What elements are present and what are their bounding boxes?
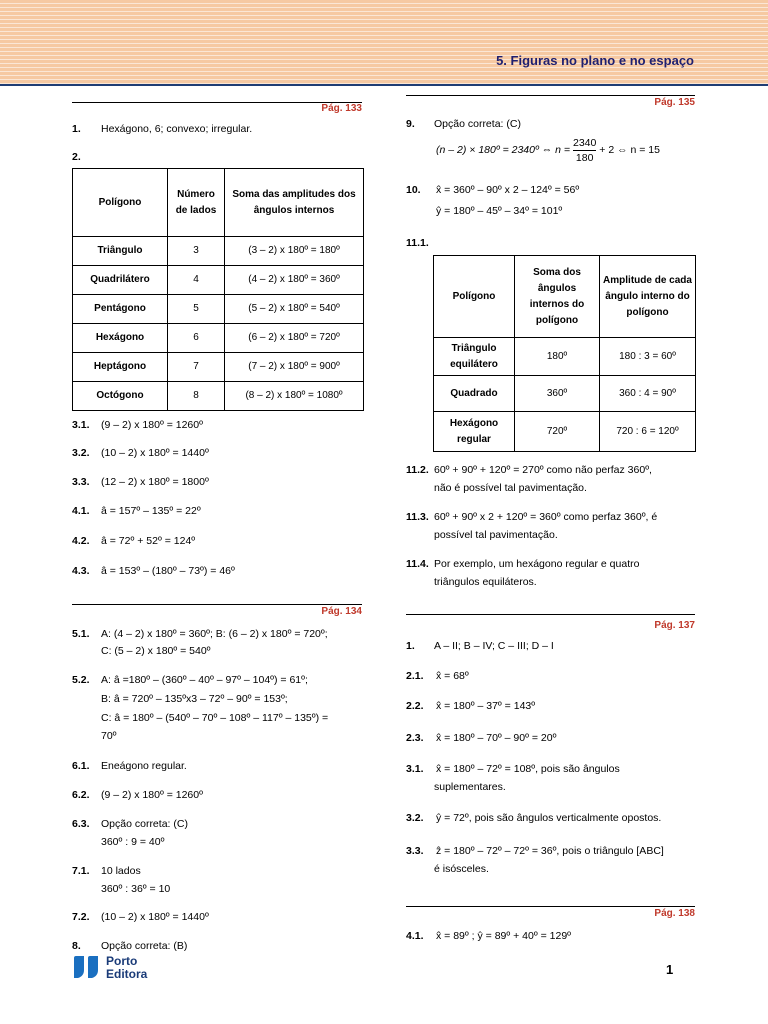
- table-cell: Triângulo equilátero: [434, 338, 515, 376]
- item-text: x̂ = 360º – 90º x 2 – 124º = 56º: [436, 184, 580, 196]
- item-text: x̂ = 180º – 72º = 108º, pois são ângulos: [436, 763, 620, 775]
- item-text: A: â =180º – (360º – 40º – 97º – 104º) = 61º;: [101, 674, 308, 686]
- table-header: Polígono: [73, 169, 168, 237]
- polygon-table: [72, 168, 364, 411]
- table-cell: Hexágono: [73, 324, 168, 353]
- table-cell: (8 – 2) x 180º = 1080º: [225, 382, 364, 411]
- item-text: (10 – 2) x 180º = 1440º: [101, 447, 209, 459]
- item-number: 4.2.: [72, 535, 90, 547]
- item-number: 1.: [406, 640, 415, 652]
- fraction-denominator: 180: [573, 150, 596, 165]
- item-text: Eneágono regular.: [101, 760, 187, 772]
- table-header: Polígono: [434, 256, 515, 338]
- item-number: 3.3.: [406, 845, 424, 857]
- table-cell: (6 – 2) x 180º = 720º: [225, 324, 364, 353]
- table-header: Soma dos ângulos internos do polígono: [515, 256, 600, 338]
- page-ref: Pág. 133: [321, 103, 362, 114]
- table-cell: Octógono: [73, 382, 168, 411]
- page-ref: Pág. 137: [654, 620, 695, 631]
- table-cell: (7 – 2) x 180º = 900º: [225, 353, 364, 382]
- page-ref: Pág. 134: [321, 606, 362, 617]
- item-number: 9.: [406, 118, 415, 130]
- table-header: Soma das amplitudes dos ângulos internos: [225, 169, 364, 237]
- item-text: 60º + 90º x 2 + 120º = 360º como perfaz 360º, é: [434, 511, 658, 523]
- table-cell: (3 – 2) x 180º = 180º: [225, 237, 364, 266]
- item-text: 360º : 9 = 40º: [101, 836, 165, 848]
- equation: [436, 135, 660, 165]
- section-rule: [406, 906, 695, 907]
- table-cell: 3: [168, 237, 225, 266]
- item-number: 7.2.: [72, 911, 90, 923]
- item-number: 5.2.: [72, 674, 90, 686]
- item-text: x̂ = 180º – 70º – 90º = 20º: [436, 732, 557, 744]
- table-header: Número de lados: [168, 169, 225, 237]
- table-header: Amplitude de cada ângulo interno do polígono: [600, 256, 696, 338]
- item-text: 60º + 90º + 120º = 270º como não perfaz 360º,: [434, 464, 652, 476]
- item-number: 6.2.: [72, 789, 90, 801]
- item-text: C: â = 180º – (540º – 70º – 108º – 117º – 135º) =: [101, 712, 329, 724]
- table-cell: 6: [168, 324, 225, 353]
- item-number: 10.: [406, 184, 421, 196]
- item-text: x̂ = 68º: [436, 670, 469, 682]
- equation-right: + 2 ⇔ n = 15: [599, 144, 660, 156]
- item-text: A – II; B – IV; C – III; D – I: [434, 640, 554, 652]
- equation-left: (n – 2) × 180º = 2340º ⇔ n =: [436, 144, 571, 156]
- table-cell: 180 : 3 = 60º: [600, 338, 696, 376]
- item-text: (9 – 2) x 180º = 1260º: [101, 419, 203, 431]
- table-cell: 360 : 4 = 90º: [600, 376, 696, 412]
- section-rule: [406, 95, 695, 96]
- item-number: 3.2.: [406, 812, 424, 824]
- table-cell: 4: [168, 266, 225, 295]
- item-text: x̂ = 89º ; ŷ = 89º + 40º = 129º: [436, 930, 572, 942]
- page-ref: Pág. 138: [654, 908, 695, 919]
- item-text: B: â = 720º – 135ºx3 – 72º – 90º = 153º;: [101, 693, 288, 705]
- item-text: 360º : 36º = 10: [101, 883, 171, 895]
- table-cell: 180º: [515, 338, 600, 376]
- table-cell: 360º: [515, 376, 600, 412]
- item-text: (10 – 2) x 180º = 1440º: [101, 911, 209, 923]
- page-number: 1: [666, 962, 674, 977]
- item-text: Opção correta: (C): [434, 118, 521, 130]
- table-cell: 8: [168, 382, 225, 411]
- logo-text-line1: Porto: [106, 954, 138, 968]
- item-text: suplementares.: [434, 781, 506, 793]
- item-number: 2.1.: [406, 670, 424, 682]
- item-text: (12 – 2) x 180º = 1800º: [101, 476, 209, 488]
- table-cell: (5 – 2) x 180º = 540º: [225, 295, 364, 324]
- table-cell: Hexágono regular: [434, 412, 515, 452]
- item-number: 2.3.: [406, 732, 424, 744]
- table-cell: 7: [168, 353, 225, 382]
- item-text: ẑ = 180º – 72º – 72º = 36º, pois o triângulo [ABC]: [436, 845, 664, 857]
- table-cell: Triângulo: [73, 237, 168, 266]
- table-cell: (4 – 2) x 180º = 360º: [225, 266, 364, 295]
- header-rule: [0, 84, 768, 86]
- item-text: triângulos equiláteros.: [434, 576, 537, 588]
- item-text: â = 153º – (180º – 73º) = 46º: [101, 565, 235, 577]
- item-number: 4.3.: [72, 565, 90, 577]
- item-number: 6.1.: [72, 760, 90, 772]
- item-text: Por exemplo, um hexágono regular e quatro: [434, 558, 640, 570]
- item-text: Hexágono, 6; convexo; irregular.: [101, 123, 253, 135]
- item-text: ŷ = 72º, pois são ângulos verticalmente opostos.: [436, 812, 662, 824]
- table-cell: Quadrado: [434, 376, 515, 412]
- item-text: A: (4 – 2) x 180º = 360º; B: (6 – 2) x 180º = 720º;: [101, 628, 328, 640]
- page-ref: Pág. 135: [654, 97, 695, 108]
- regular-polygon-table: [433, 255, 696, 452]
- item-number: 3.1.: [406, 763, 424, 775]
- item-text: â = 157º – 135º = 22º: [101, 505, 201, 517]
- item-text: ŷ = 180º – 45º – 34º = 101º: [436, 205, 563, 217]
- item-number: 1.: [72, 123, 81, 135]
- item-number: 11.4.: [406, 558, 429, 570]
- item-text: Opção correta: (B): [101, 940, 188, 952]
- item-text: (9 – 2) x 180º = 1260º: [101, 789, 203, 801]
- item-number: 6.3.: [72, 818, 90, 830]
- item-number: 2.: [72, 151, 81, 163]
- table-cell: Heptágono: [73, 353, 168, 382]
- fraction-numerator: 2340: [572, 136, 597, 149]
- section-rule: [406, 614, 695, 615]
- header-band: [0, 0, 768, 84]
- item-number: 11.1.: [406, 237, 429, 249]
- item-text: é isósceles.: [434, 863, 489, 875]
- chapter-title: 5. Figuras no plano e no espaço: [496, 53, 694, 68]
- section-rule: [72, 604, 362, 605]
- item-text: Opção correta: (C): [101, 818, 188, 830]
- table-cell: 720º: [515, 412, 600, 452]
- item-text: possível tal pavimentação.: [434, 529, 558, 541]
- fraction: [573, 136, 596, 165]
- item-text: â = 72º + 52º = 124º: [101, 535, 196, 547]
- logo-text-line2: Editora: [106, 967, 148, 981]
- item-text: 10 lados: [101, 865, 141, 877]
- item-number: 11.3.: [406, 511, 429, 523]
- item-number: 2.2.: [406, 700, 424, 712]
- table-cell: 720 : 6 = 120º: [600, 412, 696, 452]
- item-number: 8.: [72, 940, 81, 952]
- item-number: 4.1.: [406, 930, 424, 942]
- item-number: 7.1.: [72, 865, 90, 877]
- table-cell: Pentágono: [73, 295, 168, 324]
- item-number: 5.1.: [72, 628, 90, 640]
- table-cell: Quadrilátero: [73, 266, 168, 295]
- item-number: 3.1.: [72, 419, 90, 431]
- item-text: não é possível tal pavimentação.: [434, 482, 587, 494]
- item-number: 3.3.: [72, 476, 90, 488]
- item-number: 3.2.: [72, 447, 90, 459]
- item-number: 4.1.: [72, 505, 90, 517]
- table-cell: 5: [168, 295, 225, 324]
- item-number: 11.2.: [406, 464, 429, 476]
- item-text: 70º: [101, 730, 117, 742]
- item-text: x̂ = 180º – 37º = 143º: [436, 700, 536, 712]
- item-text: C: (5 – 2) x 180º = 540º: [101, 645, 211, 657]
- publisher-logo-icon: [72, 956, 102, 980]
